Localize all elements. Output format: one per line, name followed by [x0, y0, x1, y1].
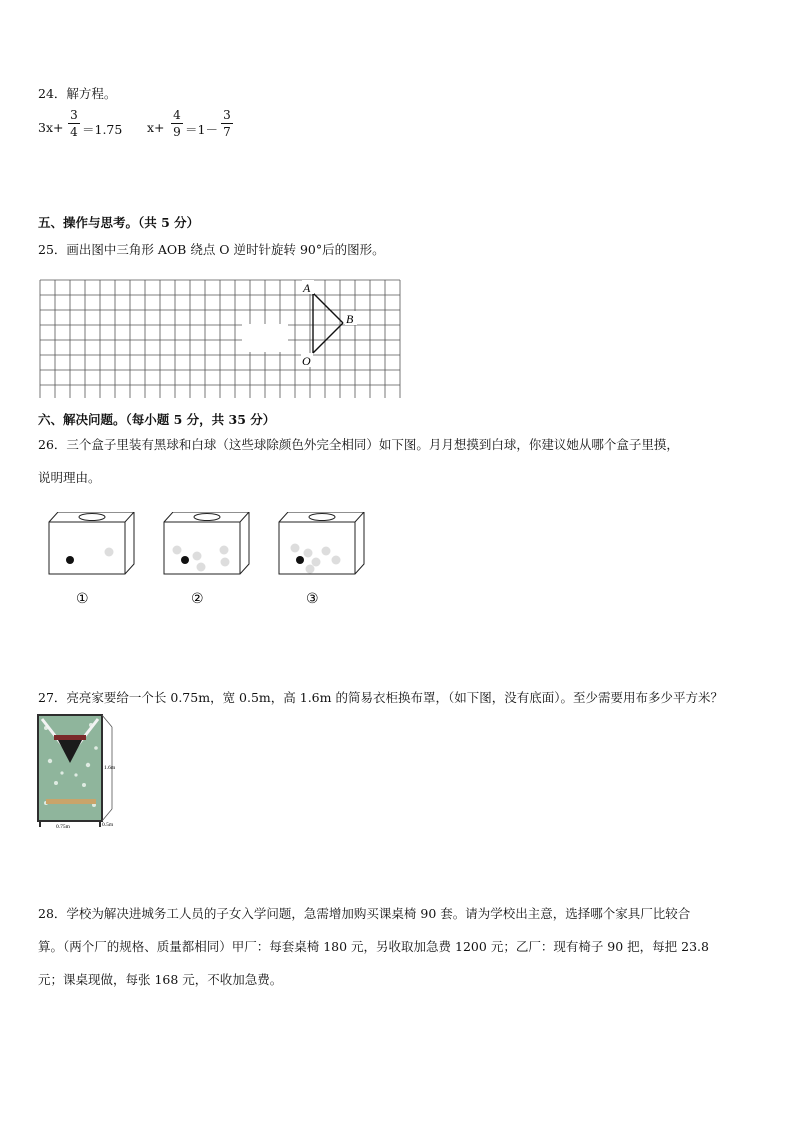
- eq1-right: ＝1.75: [82, 122, 123, 137]
- box-2: [164, 512, 249, 607]
- box-label-3: ③: [306, 591, 319, 607]
- section-6-title: 六、解决问题。（每小题 5 分，共 35 分）: [38, 412, 276, 427]
- q24-equation-1: [38, 108, 158, 148]
- q28-line-3: 元；课桌现做，每张 168 元，不收加急费。: [38, 972, 283, 987]
- segment-bo: [313, 323, 343, 353]
- q28-text: [38, 897, 760, 996]
- q28-line-2: 算。（两个厂的规格、质量都相同）甲厂：每套桌椅 180 元，另收取加急费 1200 元；乙厂：现有椅子 90 把，每把 23.8: [38, 939, 709, 954]
- eq2-numerator-1: 4: [173, 108, 181, 122]
- q24-equation-2: [147, 108, 257, 148]
- eq1-left: 3x+: [38, 120, 64, 135]
- q26-line-2: 说明理由。: [38, 470, 101, 485]
- grid-blank-patch: [242, 324, 288, 352]
- box-label-2: ②: [191, 591, 204, 607]
- fraction-bar: [68, 123, 80, 124]
- q27-text: 27．亮亮家要给一个长 0.75m，宽 0.5m，高 1.6m 的简易衣柜换布罩，（如下图，没有底面）。至少需要用布多少平方米？: [38, 690, 723, 705]
- eq2-denominator-1: 9: [173, 125, 181, 139]
- box-3: [279, 512, 364, 607]
- dim-height-label: 1.6m: [104, 765, 116, 771]
- fraction-bar: [171, 123, 183, 124]
- eq1-denominator: 4: [70, 125, 78, 139]
- q26-line-1: 26．三个盒子里装有黑球和白球（这些球除颜色外完全相同）如下图。月月想摸到白球，你建议她从哪个盒子里摸，: [38, 437, 679, 452]
- eq1-fraction: [68, 108, 80, 139]
- eq2-denominator-2: 7: [223, 125, 231, 139]
- eq1-numerator: 3: [70, 108, 78, 122]
- dim-width-label: 0.5m: [102, 822, 114, 828]
- wardrobe-figure: [36, 713, 126, 831]
- segment-ab: [313, 293, 343, 323]
- eq2-fraction-2: [221, 108, 233, 139]
- q24-title: 24．解方程。: [38, 86, 117, 101]
- fraction-bar: [221, 123, 233, 124]
- box-label-1: ①: [76, 591, 89, 607]
- eq2-fraction-1: [171, 108, 183, 139]
- q26-text: [38, 428, 760, 494]
- section-5-title: 五、操作与思考。（共 5 分）: [38, 215, 200, 230]
- eq2-mid: ＝1－: [185, 122, 218, 137]
- ball-boxes-figure: [40, 512, 380, 612]
- dim-length-label: 0.75m: [56, 824, 70, 830]
- label-b: B: [346, 312, 354, 326]
- rotation-grid-figure: [38, 278, 404, 398]
- box-1: [49, 512, 134, 607]
- eq2-numerator-2: 3: [223, 108, 231, 122]
- q28-line-1: 28．学校为解决进城务工人员的子女入学问题，急需增加购买课桌椅 90 套。请为学校出主意，选择哪个家具厂比较合: [38, 906, 691, 921]
- eq2-left: x+: [147, 120, 165, 135]
- label-o: O: [302, 354, 311, 368]
- label-a: A: [303, 281, 311, 295]
- q25-text: 25．画出图中三角形 AOB 绕点 O 逆时针旋转 90°后的图形。: [38, 242, 385, 257]
